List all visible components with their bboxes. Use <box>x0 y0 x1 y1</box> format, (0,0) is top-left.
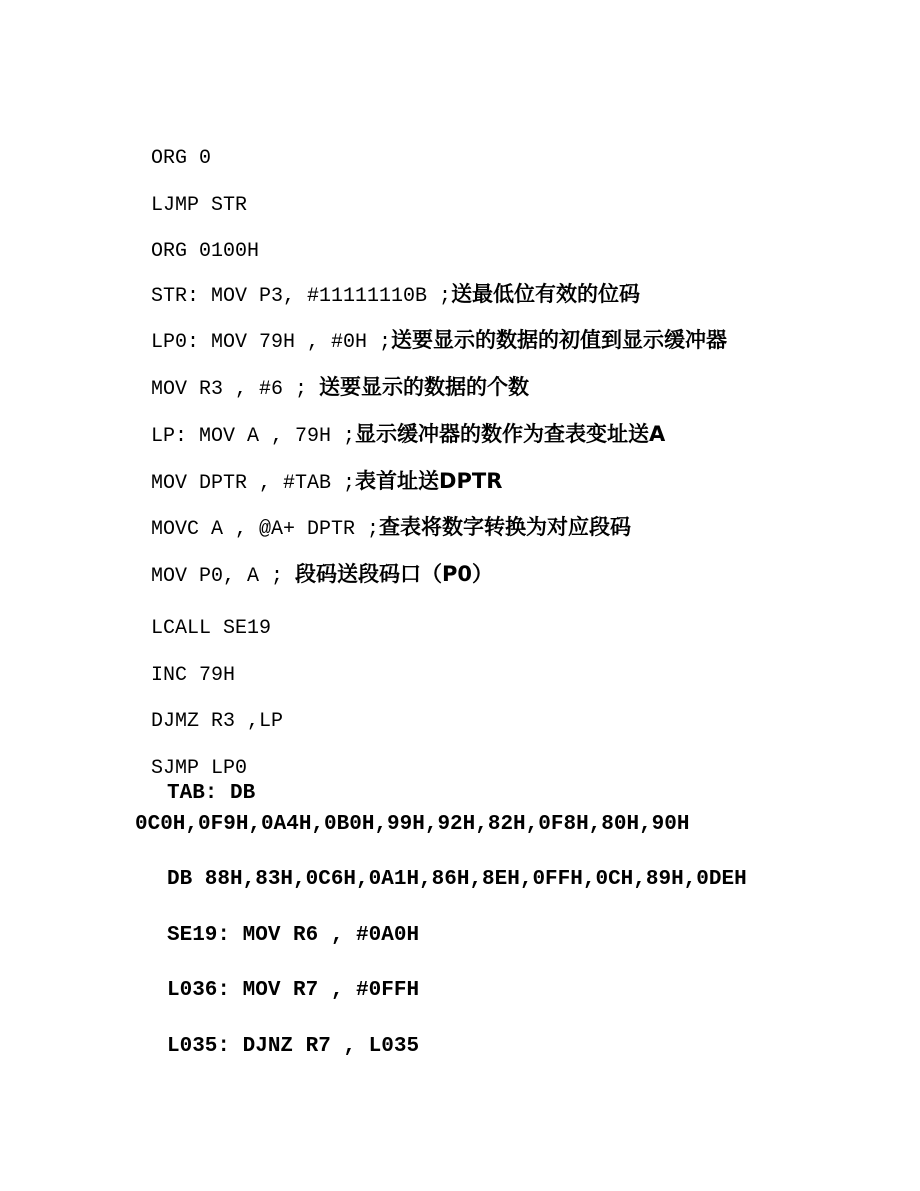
code-text: LJMP STR <box>151 194 248 217</box>
code-text: MOVC A , @A+ DPTR ; <box>151 518 380 541</box>
code-text: DJMZ R3 ,LP <box>151 710 284 733</box>
code-text: MOV DPTR , #TAB ; <box>151 472 356 495</box>
table-label: TAB: DB <box>167 782 256 805</box>
delay-line: SE19: MOV R6 , #0A0H <box>167 924 420 947</box>
code-text: STR: MOV P3, #11111110B ; <box>151 285 452 308</box>
code-text: INC 79H <box>151 664 236 687</box>
code-comment: 表首址送DPTR <box>355 469 503 493</box>
code-text: SJMP LP0 <box>151 757 248 780</box>
code-comment: 送要显示的数据的个数 <box>319 375 530 399</box>
code-comment: 段码送段码口（P0） <box>295 562 494 586</box>
table-row: 0C0H,0F9H,0A4H,0B0H,99H,92H,82H,0F8H,80H,90H <box>135 813 690 836</box>
code-text: LP: MOV A , 79H ; <box>151 425 356 448</box>
code-comment: 显示缓冲器的数作为查表变址送A <box>355 422 666 446</box>
code-text: LCALL SE19 <box>151 617 272 640</box>
code-comment: 送最低位有效的位码 <box>451 282 641 306</box>
code-text: MOV R3 , #6 ; <box>151 378 320 401</box>
code-text: LP0: MOV 79H , #0H ; <box>151 331 392 354</box>
code-text: ORG 0 <box>151 147 212 170</box>
delay-line: L036: MOV R7 , #0FFH <box>167 979 420 1002</box>
code-text: MOV P0, A ; <box>151 565 296 588</box>
code-text: ORG 0100H <box>151 240 260 263</box>
code-comment: 送要显示的数据的初值到显示缓冲器 <box>391 328 728 352</box>
code-comment: 查表将数字转换为对应段码 <box>379 515 632 539</box>
delay-line: L035: DJNZ R7 , L035 <box>167 1035 420 1058</box>
table-row: DB 88H,83H,0C6H,0A1H,86H,8EH,0FFH,0CH,89H,0DEH <box>167 868 747 891</box>
